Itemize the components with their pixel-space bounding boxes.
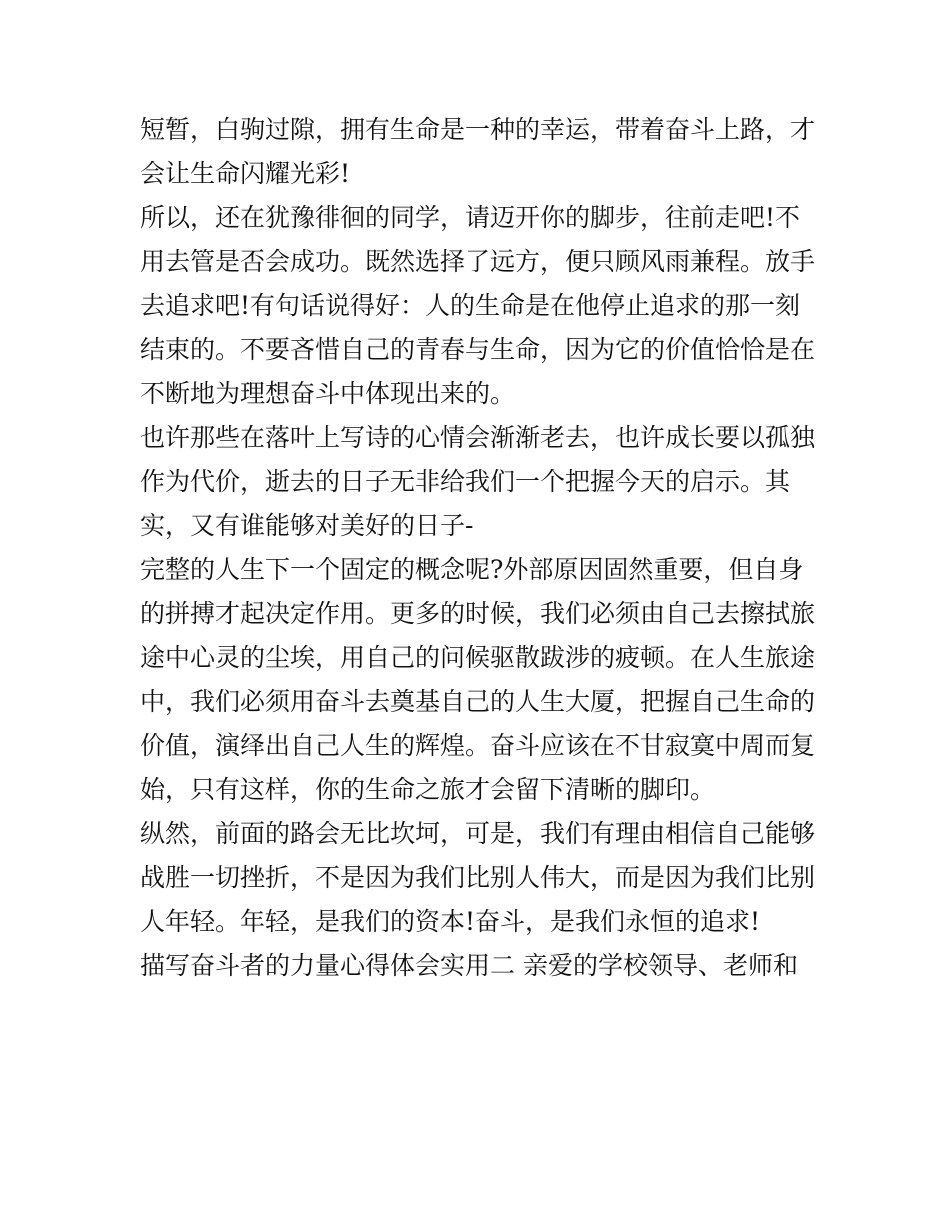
text-line: 人年轻。年轻，是我们的资本!奋斗，是我们永恒的追求! <box>140 907 761 936</box>
text-line: 去追求吧!有句话说得好：人的生命是在他停止追求的那一刻 <box>140 291 801 320</box>
text-line: 描写奋斗者的力量心得体会实用二 亲爱的学校领导、老师和 <box>140 951 798 980</box>
text-line: 途中心灵的尘埃，用自己的问候驱散跋涉的疲顿。在人生旅途 <box>140 643 816 672</box>
text-line: 实，又有谁能够对美好的日子- <box>140 511 474 540</box>
text-line: 也许那些在落叶上写诗的心情会渐渐老去，也许成长要以孤独 <box>140 423 816 452</box>
document-text-body <box>140 108 820 988</box>
text-line: 完整的人生下一个固定的概念呢?外部原因固然重要，但自身 <box>140 555 804 584</box>
text-line: 纵然，前面的路会无比坎坷，可是，我们有理由相信自己能够 <box>140 819 816 848</box>
text-line: 战胜一切挫折，不是因为我们比别人伟大，而是因为我们比别 <box>140 863 816 892</box>
text-line: 不断地为理想奋斗中体现出来的。 <box>140 379 516 408</box>
text-line: 所以，还在犹豫徘徊的同学，请迈开你的脚步，往前走吧!不 <box>140 203 801 232</box>
text-line: 的拼搏才起决定作用。更多的时候，我们必须由自己去擦拭旅 <box>140 599 816 628</box>
text-line: 中，我们必须用奋斗去奠基自己的人生大厦，把握自己生命的 <box>140 687 816 716</box>
text-line: 用去管是否会成功。既然选择了远方，便只顾风雨兼程。放手 <box>140 247 816 276</box>
text-line: 价值，演绎出自己人生的辉煌。奋斗应该在不甘寂寞中周而复 <box>140 731 816 760</box>
text-line: 短暂，白驹过隙，拥有生命是一种的幸运，带着奋斗上路，才 <box>140 115 816 144</box>
text-line: 结束的。不要吝惜自己的青春与生命，因为它的价值恰恰是在 <box>140 335 816 364</box>
text-line: 会让生命闪耀光彩! <box>140 159 351 188</box>
text-line: 始，只有这样，你的生命之旅才会留下清晰的脚印。 <box>140 775 716 804</box>
text-line: 作为代价，逝去的日子无非给我们一个把握今天的启示。其 <box>140 467 791 496</box>
